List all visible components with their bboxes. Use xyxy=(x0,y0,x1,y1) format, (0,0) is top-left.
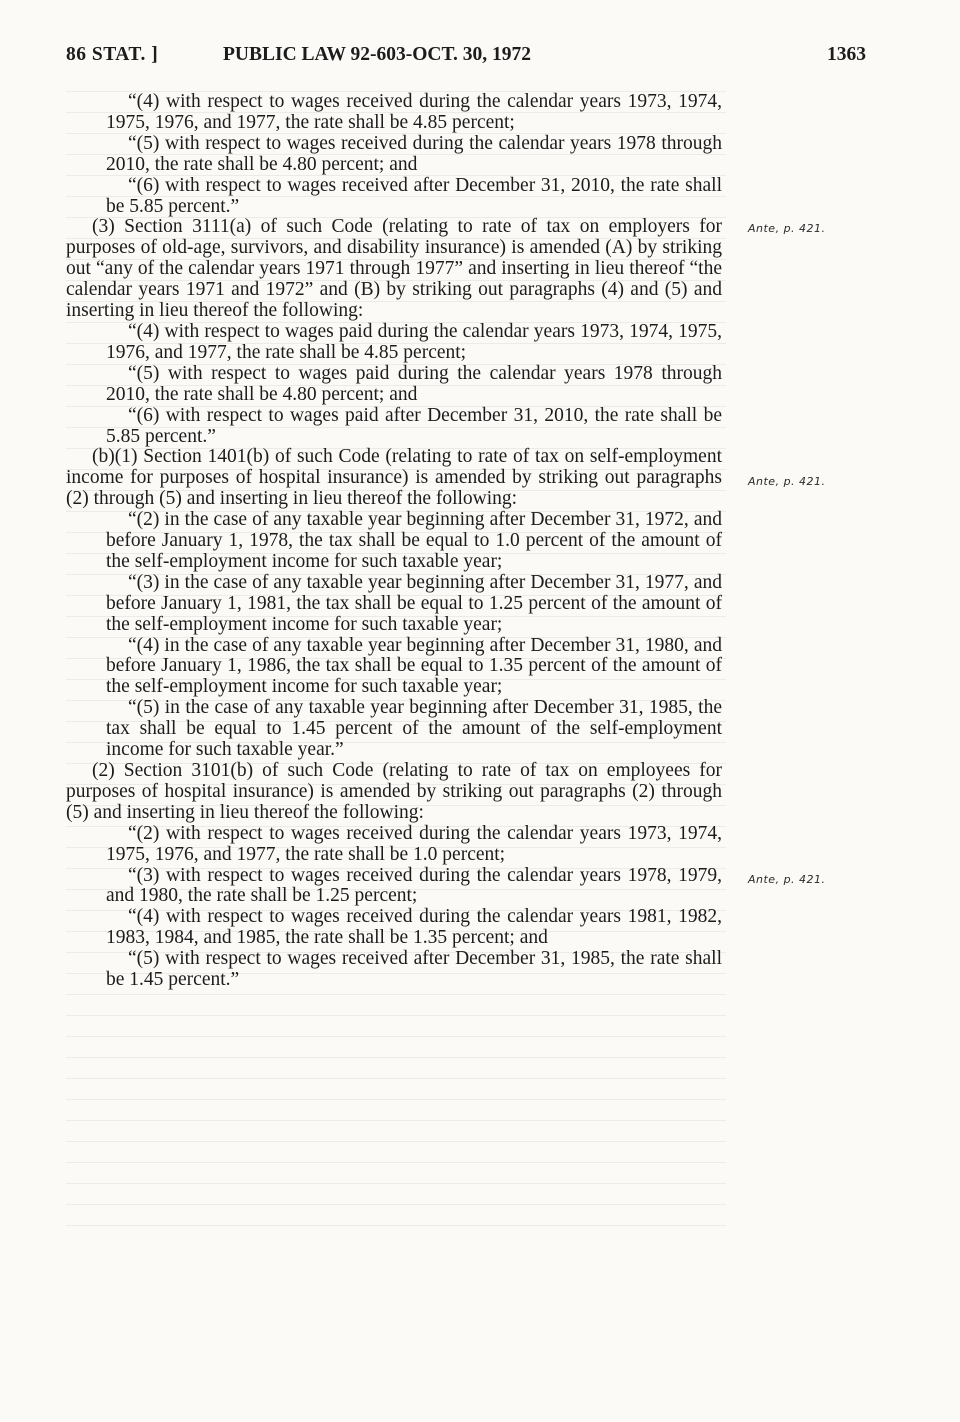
margin-note-ante: Ante, p. 421. xyxy=(748,873,826,886)
page-header xyxy=(66,44,866,74)
paragraph-2-self-employment: “(2) in the case of any taxable year beginning after December 31, 1972, and before January 1, 1978, the tax shall be equal to 1.0 percent of the amount of the self-employment income for such taxable year; xyxy=(106,509,722,572)
page-number: 1363 xyxy=(827,44,866,65)
paragraph-6-wages-paid: “(6) with respect to wages paid after December 31, 2010, the rate shall be 5.85 percent.” xyxy=(106,404,722,447)
running-title: PUBLIC LAW 92-603-OCT. 30, 1972 xyxy=(223,44,532,65)
paragraph-2-hospital-wages: “(2) with respect to wages received during the calendar years 1973, 1974, 1975, 1976, and 1977, the rate shall be 1.0 percent; xyxy=(106,822,722,865)
paragraph-3-hospital-wages: “(3) with respect to wages received during the calendar years 1978, 1979, and 1980, the rate shall be 1.25 percent; xyxy=(106,864,722,907)
paragraph-section-3111a: (3) Section 3111(a) of such Code (relating to rate of tax on employers for purposes of old-age, survivors, and disability insurance) is amended (A) by striking out “any of the calendar years 1971 through 1977” and inserting in lieu thereof “the calendar years 1971 and 1972” and (B) by striking out paragraphs (4) and (5) and inserting in lieu thereof the following: xyxy=(66,216,722,322)
paragraph-section-1401b: (b)(1) Section 1401(b) of such Code (relating to rate of tax on self-employment income for purposes of hospital insurance) is amended by striking out paragraphs (2) through (5) and inserting in lieu thereof the following: xyxy=(66,446,722,510)
paragraph-5-wages-paid: “(5) with respect to wages paid during the calendar years 1978 through 2010, the rate shall be 4.80 percent; and xyxy=(106,362,722,405)
body-text xyxy=(66,92,722,991)
paragraph-5-hospital-wages: “(5) with respect to wages received after December 31, 1985, the rate shall be 1.45 percent.” xyxy=(106,948,722,991)
statute-reference: 86 STAT. ] xyxy=(66,44,159,65)
paragraph-4-hospital-wages: “(4) with respect to wages received during the calendar years 1981, 1982, 1983, 1984, and 1985, the rate shall be 1.35 percent; and xyxy=(106,906,722,949)
paragraph-6-wages-received: “(6) with respect to wages received after December 31, 2010, the rate shall be 5.85 percent.” xyxy=(106,174,722,217)
paragraph-5-wages-received: “(5) with respect to wages received during the calendar years 1978 through 2010, the rate shall be 4.80 percent; and xyxy=(106,132,722,175)
paragraph-5-self-employment: “(5) in the case of any taxable year beginning after December 31, 1985, the tax shall be equal to 1.45 percent of the amount of the self-employment income for such taxable year.” xyxy=(106,697,722,761)
margin-note-ante: Ante, p. 421. xyxy=(748,222,826,235)
paragraph-section-3101b: (2) Section 3101(b) of such Code (relating to rate of tax on employees for purposes of hospital insurance) is amended by striking out paragraphs (2) through (5) and inserting in lieu thereof the following: xyxy=(66,760,722,823)
margin-note-ante: Ante, p. 421. xyxy=(748,475,826,488)
paragraph-4-wages-received: “(4) with respect to wages received during the calendar years 1973, 1974, 1975, 1976, and 1977, the rate shall be 4.85 percent; xyxy=(106,91,722,133)
paragraph-3-self-employment: “(3) in the case of any taxable year beginning after December 31, 1977, and before January 1, 1981, the tax shall be equal to 1.25 percent of the amount of the self-employment income for such taxable year; xyxy=(106,571,722,635)
paragraph-4-self-employment: “(4) in the case of any taxable year beginning after December 31, 1980, and before January 1, 1986, the tax shall be equal to 1.35 percent of the amount of the self-employment income for such taxable year; xyxy=(106,634,722,698)
paragraph-4-wages-paid: “(4) with respect to wages paid during the calendar years 1973, 1974, 1975, 1976, and 1977, the rate shall be 4.85 percent; xyxy=(106,320,722,363)
